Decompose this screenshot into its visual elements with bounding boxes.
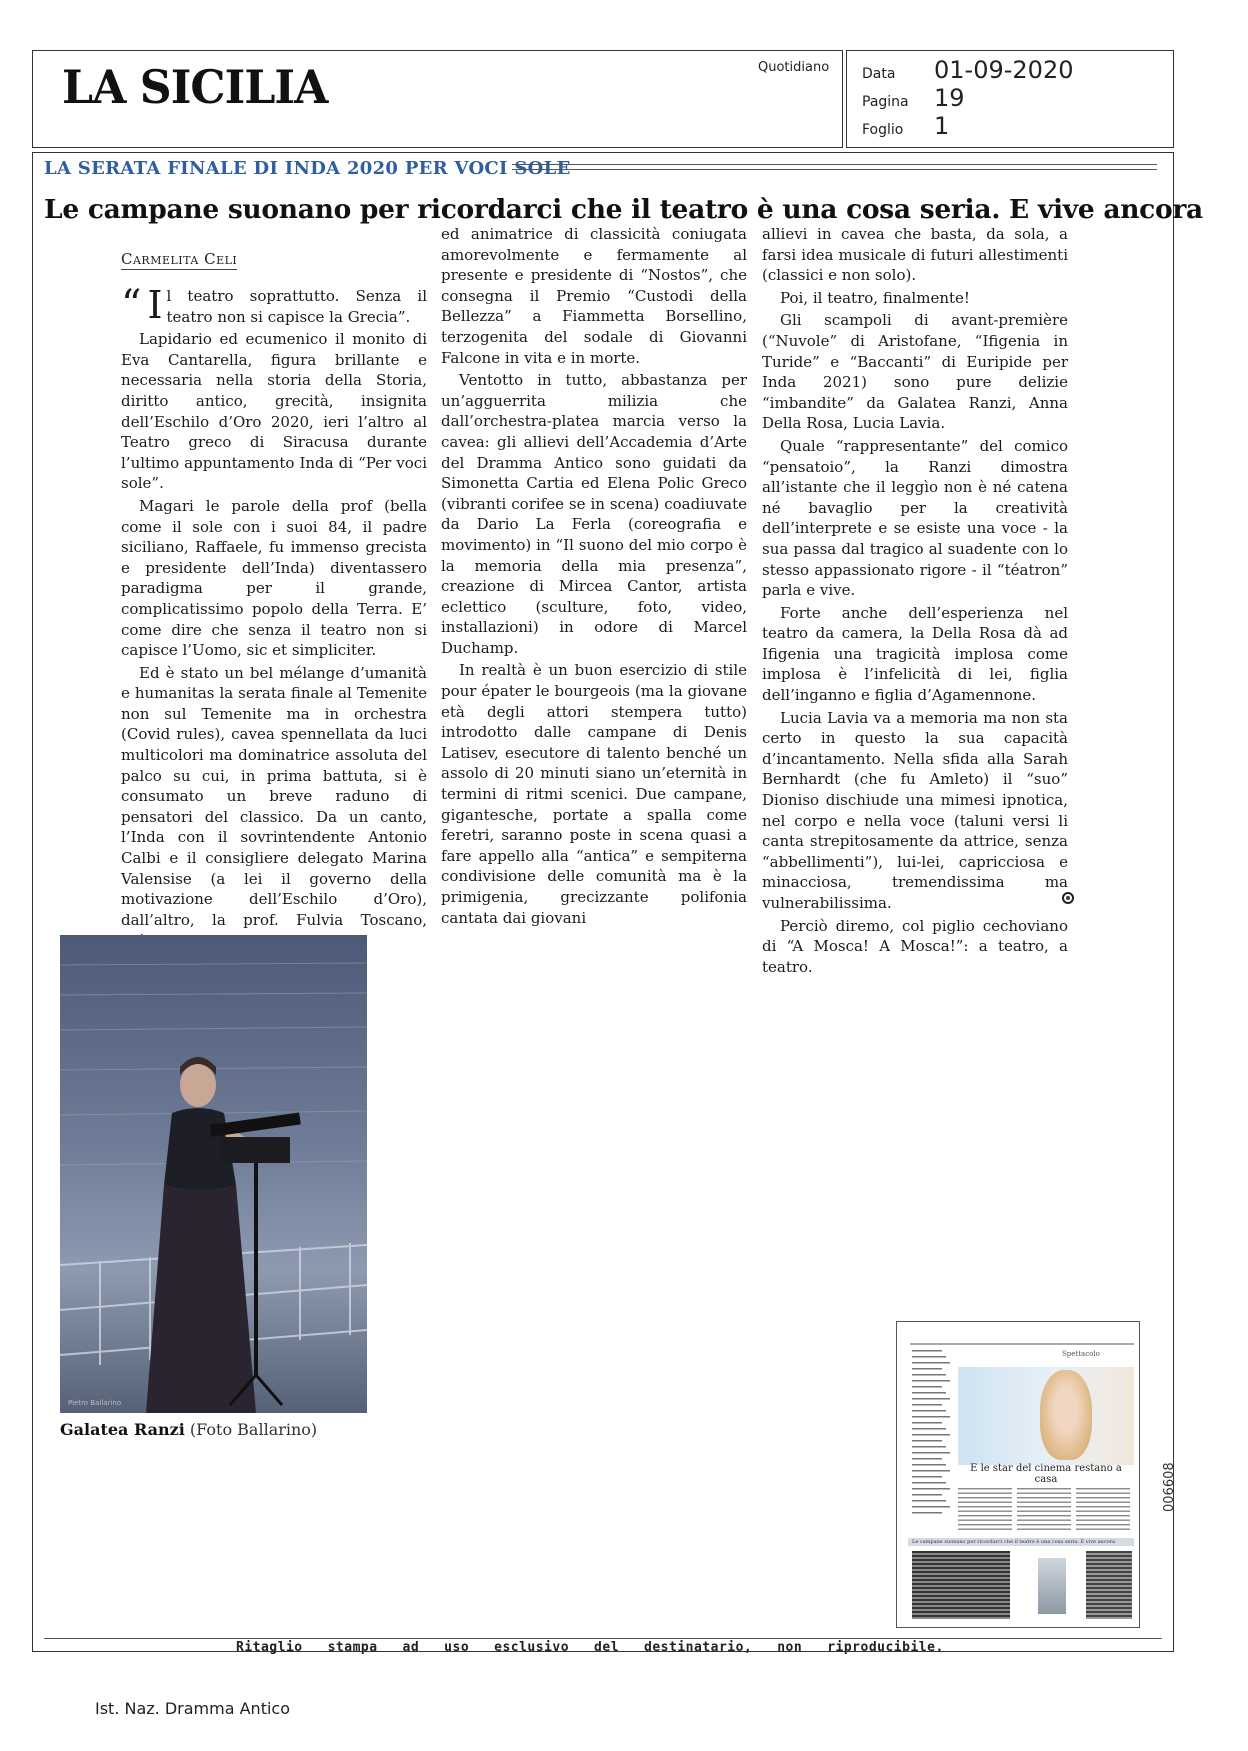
thumbnail-text-line	[1017, 1497, 1071, 1498]
thumbnail-text-line	[912, 1512, 942, 1514]
thumbnail-article-text	[912, 1551, 1010, 1619]
thumbnail-text-line	[912, 1434, 950, 1436]
thumbnail-text-line	[912, 1500, 946, 1502]
thumbnail-text-line	[958, 1497, 1012, 1498]
thumbnail-text-line	[1017, 1529, 1071, 1530]
thumbnail-text-line	[1076, 1497, 1130, 1498]
thumbnail-text-line	[1017, 1488, 1071, 1489]
end-of-article-icon	[1062, 892, 1074, 904]
article-column-1	[121, 282, 427, 953]
thumbnail-text-line	[912, 1380, 950, 1382]
thumbnail-text-line	[912, 1404, 942, 1406]
paragraph: Lapidario ed ecumenico il monito di Eva Cantarella, figura brillante e necessaria nella storia della Storia, diritto antico, grecità, insignita dell’Eschilo d’Oro 2020, ieri l’altro al Teatro greco di Siracusa durante l’ultimo appuntamento Inda di “Per voci sole”.	[121, 330, 427, 493]
thumbnail-text-line	[912, 1446, 946, 1448]
thumbnail-text-line	[912, 1476, 942, 1478]
paragraph: “ I l teatro soprattutto. Senza il teatro non si capisce la Grecia”.	[121, 282, 427, 328]
thumbnail-text-line	[958, 1520, 1012, 1521]
meta-label: Pagina	[862, 94, 909, 110]
thumbnail-text-line	[912, 1488, 950, 1490]
thumbnail-text-line	[912, 1416, 950, 1418]
paragraph: Forte anche dell’esperienza nel teatro da camera, la Della Rosa dà ad Ifigenia una tragicità implosa come implosa è l’infelicità di lei, figlia dell’inganno e figlia d’Agamennone.	[762, 603, 1068, 705]
thumbnail-text-lines	[912, 1350, 952, 1520]
thumbnail-text-line	[912, 1482, 946, 1484]
thumbnail-text-line	[1017, 1511, 1071, 1512]
thumbnail-text-line	[912, 1464, 946, 1466]
article-column-3	[762, 224, 1068, 979]
caption-credit: (Foto Ballarino)	[189, 1420, 318, 1439]
paragraph: Poi, il teatro, finalmente!	[780, 288, 970, 307]
thumbnail-text-line	[1076, 1493, 1130, 1494]
thumbnail-text-line	[912, 1410, 946, 1412]
thumbnail-text-line	[1076, 1529, 1130, 1530]
thumbnail-article-text	[1086, 1551, 1132, 1619]
drop-cap: I	[147, 283, 163, 327]
caption-name: Galatea Ranzi	[60, 1420, 185, 1439]
paragraph: Perciò diremo, col piglio cechoviano di “A Mosca! A Mosca!”: a teatro, a teatro.	[762, 916, 1068, 976]
article-byline: Carmelita Celi	[121, 250, 238, 268]
thumbnail-text-line	[958, 1529, 1012, 1530]
meta-value: 01-09-2020	[934, 56, 1074, 84]
thumbnail-text-line	[912, 1422, 942, 1424]
meta-value: 19	[934, 84, 965, 112]
thumbnail-text-line	[912, 1374, 946, 1376]
meta-value: 1	[934, 112, 950, 140]
thumbnail-text-line	[1017, 1520, 1071, 1521]
thumbnail-text-line	[912, 1452, 950, 1454]
thumbnail-text-line	[958, 1493, 1012, 1494]
paragraph: In realtà è un buon esercizio di stile pour épater le bourgeois (ma la giovane età degli attori stempera tutto) introdotto dalle campane di Denis Latisev, esecutore di talento benché un assolo di 20 minuti siano un’eternità in termini di ritmi scenici. Due campane, gigantesche, portate a spalla come feretri, saranno poste in scena quasi a fare appello alla “antica” e sempiterna condivisione delle comunità ma è la primigenia, grecizzante polifonia cantata dai giovani	[441, 661, 747, 927]
thumbnail-text-line	[912, 1398, 950, 1400]
thumbnail-sidebar	[912, 1350, 952, 1522]
thumbnail-section: Spettacolo	[1062, 1350, 1100, 1358]
thumbnail-text-line	[912, 1458, 942, 1460]
kicker-rule	[512, 164, 1157, 170]
thumbnail-body-text	[958, 1488, 1134, 1538]
photo-watermark: Pietro Ballarino	[68, 1399, 122, 1407]
thumbnail-article-photo	[1038, 1558, 1066, 1614]
paragraph: Magari le parole della prof (bella come il sole con i suoi 84, il padre siciliano, Raffaele, fu immenso grecista e presidente dell’Inda) diventassero paradigma per il grande, complicatissimo popolo della Terra. E’ come dire che senza il teatro non si capisce l’Uomo, sic et simpliciter.	[121, 496, 427, 660]
thumbnail-text-line	[1076, 1511, 1130, 1512]
paragraph: Ventotto in tutto, abbastanza per un’agguerrita milizia che dall’orchestra-platea marcia verso la cavea: gli allievi dell’Accademia d’Arte del Dramma Antico sono guidati da Simonetta Cartia ed Elena Polic Greco (vibranti corifee se in scena) coadiuvate da Dario La Ferla (coreografia e movimento) in “Il suono del mio corpo è la memoria della mia presenza”, creazione di Mircea Cantor, artista eclettico (sculture, foto, video, installazioni) in odore di Marcel Duchamp.	[441, 371, 747, 657]
thumbnail-text-line	[912, 1494, 942, 1496]
thumbnail-text-line	[958, 1502, 1012, 1503]
thumbnail-text-line	[1076, 1506, 1130, 1507]
thumbnail-text-line	[1076, 1502, 1130, 1503]
publication-type: Quotidiano	[758, 60, 830, 75]
thumbnail-text-lines	[958, 1488, 1134, 1534]
article-photo	[60, 935, 367, 1413]
meta-sheet	[862, 112, 949, 140]
thumbnail-header-rule	[910, 1343, 1134, 1345]
thumbnail-text-line	[912, 1392, 946, 1394]
paragraph: Quale “rappresentante” del comico “pensatoio”, la Ranzi dimostra all’istante che il leggìo non è né catena né bavaglio per la creatività dell’interprete e se esiste una voce - la sua passa dal tragico al suadente con lo stesso appassionato rigore - il “téatron” parla e vive.	[762, 436, 1068, 600]
meta-date	[862, 56, 1073, 84]
thumbnail-text-line	[912, 1356, 946, 1358]
thumbnail-text-line	[958, 1524, 1012, 1525]
thumbnail-portrait	[1040, 1370, 1092, 1460]
thumbnail-text-line	[1017, 1524, 1071, 1525]
paragraph: ed animatrice di classicità coniugata amorevolmente e fermamente al presente e presidente di “Nostos”, che consegna il Premio “Custodi della Bellezza” a Fiammetta Borsellino, terzogenita del sodale di Giovanni Falcone in vita e in morte.	[441, 225, 747, 367]
thumbnail-text-line	[912, 1470, 950, 1472]
article-headline: Le campane suonano per ricordarci che il teatro è una cosa seria. E vive ancora	[44, 194, 1203, 225]
thumbnail-text-line	[1017, 1515, 1071, 1516]
thumbnail-text-line	[1017, 1502, 1071, 1503]
thumbnail-text-line	[1076, 1520, 1130, 1521]
quote-mark-icon: “	[121, 282, 142, 328]
thumbnail-text-line	[912, 1506, 950, 1508]
thumbnail-text-line	[958, 1488, 1012, 1489]
article-column-2	[441, 224, 747, 930]
performer-illustration	[60, 935, 367, 1413]
thumbnail-text-line	[912, 1362, 950, 1364]
meta-label: Foglio	[862, 122, 904, 138]
thumbnail-text-line	[912, 1386, 942, 1388]
institution-name: Ist. Naz. Dramma Antico	[95, 1699, 290, 1718]
article-kicker: LA SERATA FINALE DI INDA 2020 PER VOCI SOLE	[44, 158, 571, 179]
archive-code: 006608	[1162, 1462, 1177, 1512]
thumbnail-text-line	[912, 1428, 946, 1430]
paragraph: Ed è stato un bel mélange d’umanità e humanitas la serata finale al Temenite non sul Temenite ma in orchestra (Covid rules), cavea spennellata da luci multicolori ma dominatrice assoluta del palco su cui, in prima battuta, si è consumato un breve raduno di pensatori del classico. Da un canto, l’Inda con il sovrintendente Antonio Calbi e il consigliere delegato Marina Valensise (a lei il governo della motivazione dell’Eschilo d’Oro), dall’altro, la prof. Fulvia Toscano,	[121, 663, 427, 929]
thumbnail-article-band: Le campane suonano per ricordarci che il teatro è una cosa seria. E vive ancora	[908, 1538, 1134, 1546]
photo-caption	[60, 1420, 317, 1439]
thumbnail-text-line	[1017, 1493, 1071, 1494]
thumbnail-text-line	[1076, 1524, 1130, 1525]
thumbnail-text-line	[1017, 1506, 1071, 1507]
thumbnail-text-line	[912, 1368, 942, 1370]
thumbnail-text-line	[958, 1511, 1012, 1512]
thumbnail-text-line	[912, 1350, 942, 1352]
footer-notice: Ritaglio stampa ad uso esclusivo del destinatario, non riproducibile.	[236, 1640, 944, 1655]
footer-rule	[44, 1638, 1162, 1639]
meta-label: Data	[862, 66, 896, 82]
meta-page	[862, 84, 965, 112]
paragraph: Lucia Lavia va a memoria ma non sta certo in questo la sua capacità d’incantamento. Nella sfida alla Sarah Bernhardt (che fu Amleto) il “suo” Dioniso dischiude una mimesi ipnotica, nel corpo e nella voce (taluni versi li canta strepitosamente da attrice, senza “abbellimenti”), lui-lei, capricciosa e minacciosa, tremendissima ma vulnerabilissima.	[762, 708, 1068, 912]
thumbnail-text-line	[958, 1515, 1012, 1516]
masthead: LA SICILIA	[62, 60, 328, 114]
thumbnail-text-line	[912, 1440, 942, 1442]
paragraph: Gli scampoli di avant-première (“Nuvole” di Aristofane, “Ifigenia in Turide” e “Baccanti” di Euripide per Inda 2021) sono pure delizie “imbandite” da Galatea Ranzi, Anna Della Rosa, Lucia Lavia.	[762, 311, 1068, 433]
thumbnail-text-line	[1076, 1515, 1130, 1516]
paragraph: allievi in cavea che basta, da sola, a farsi idea musicale di futuri allestimenti (classici e non solo).	[762, 225, 1068, 285]
thumbnail-text-line	[1076, 1488, 1130, 1489]
thumbnail-hero-title: E le star del cinema restano a casa	[970, 1463, 1122, 1485]
thumbnail-text-line	[958, 1506, 1012, 1507]
